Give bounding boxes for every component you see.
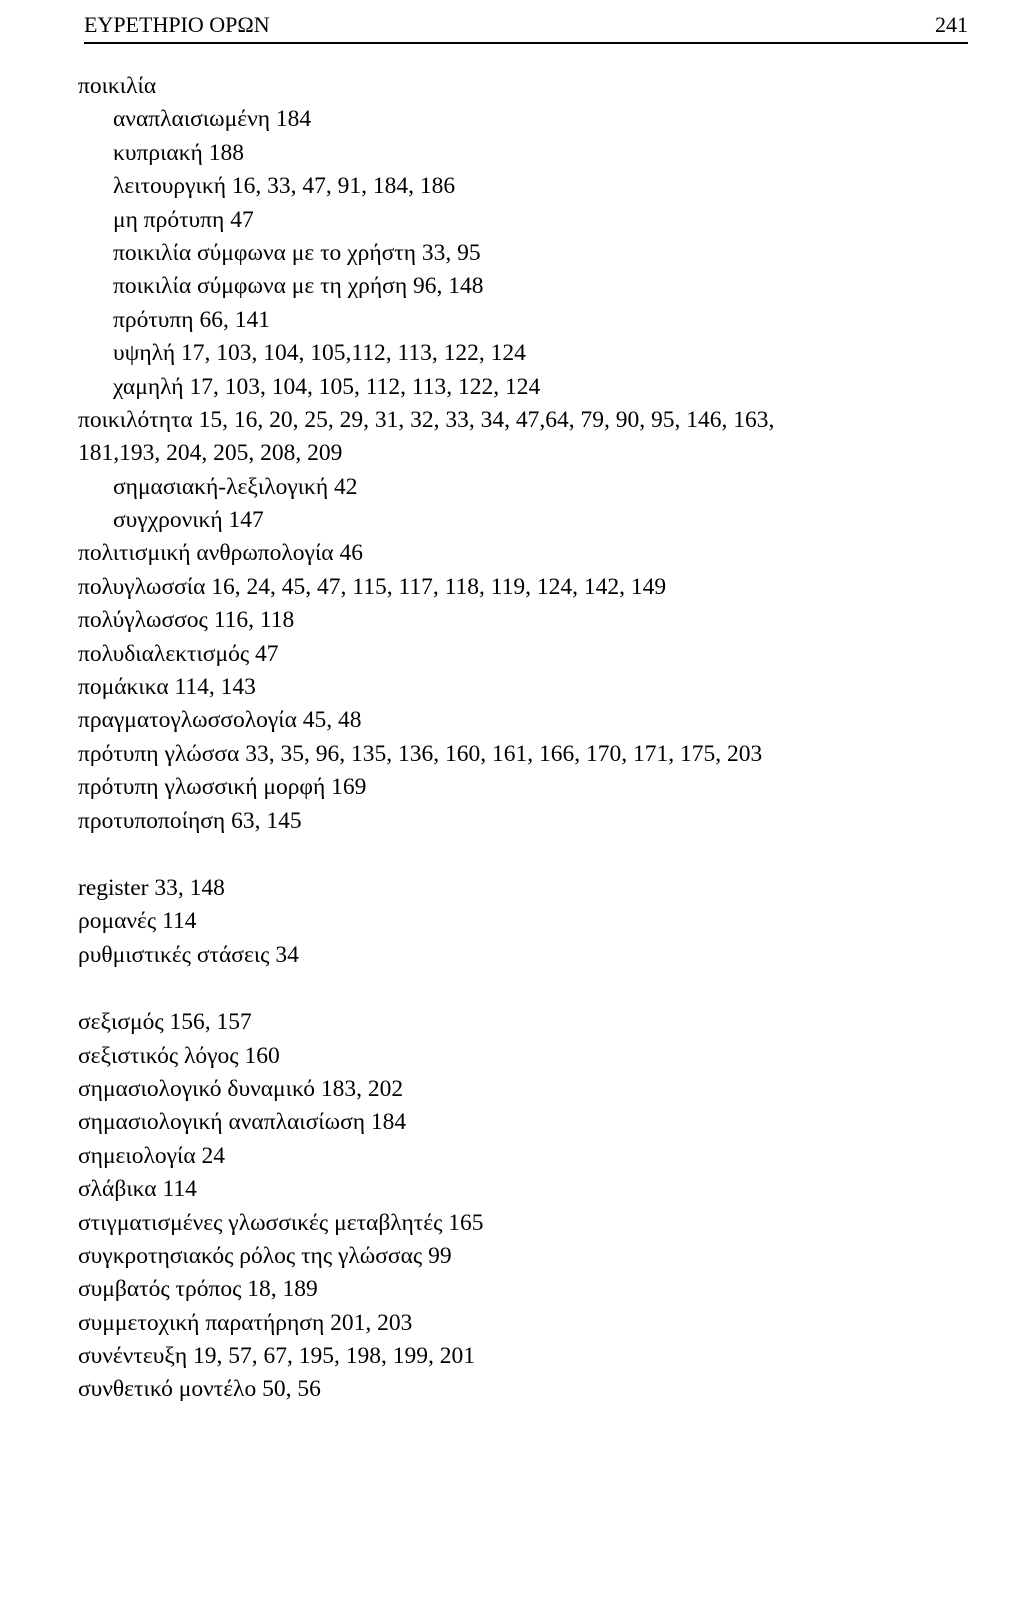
index-subentry: κυπριακή 188 — [113, 139, 244, 166]
index-entry: σημασιολογική αναπλαισίωση 184 — [78, 1109, 407, 1136]
index-entry: ρομανές 114 — [78, 908, 197, 935]
index-entry: προτυποποίηση 63, 145 — [78, 807, 302, 834]
index-entry: σεξιστικός λόγος 160 — [78, 1042, 280, 1069]
index-entry: πομάκικα 114, 143 — [78, 674, 256, 701]
index-entry: σημασιολογικό δυναμικό 183, 202 — [78, 1075, 404, 1102]
index-entry: πρότυπη γλώσσα 33, 35, 96, 135, 136, 160, 161, 166, 170, 171, 175, 203 — [78, 740, 763, 767]
index-entry: 181,193, 204, 205, 208, 209 — [78, 440, 343, 467]
index-entry: συμβατός τρόπος 18, 189 — [78, 1276, 318, 1303]
index-subentry: ποικιλία σύμφωνα με τη χρήση 96, 148 — [113, 273, 484, 300]
index-section — [0, 1006, 1024, 1407]
index-entry: στιγματισμένες γλωσσικές μεταβλητές 165 — [78, 1209, 484, 1236]
index-entry: συνέντευξη 19, 57, 67, 195, 198, 199, 201 — [78, 1343, 476, 1370]
section-gap — [0, 972, 1024, 1006]
index-entry: πολιτισμική ανθρωπολογία 46 — [78, 540, 363, 567]
running-head-title: ΕΥΡΕΤΗΡΙΟ ΟΡΩΝ — [84, 12, 270, 37]
index-entry: συμμετοχική παρατήρηση 201, 203 — [78, 1309, 413, 1336]
index-subentry: λειτουργική 16, 33, 47, 91, 184, 186 — [113, 173, 456, 200]
index-entry: πραγματογλωσσολογία 45, 48 — [78, 707, 362, 734]
index-section — [0, 70, 1024, 838]
running-head — [84, 8, 968, 44]
index-subentry: σημασιακή-λεξιλογική 42 — [113, 473, 358, 500]
index-entry: συνθετικό μοντέλο 50, 56 — [78, 1376, 321, 1403]
index-entry: register 33, 148 — [78, 874, 225, 901]
index-entry: πολύγλωσσος 116, 118 — [78, 607, 295, 634]
index-body — [0, 70, 1024, 1407]
index-subentry: συγχρονική 147 — [113, 507, 264, 534]
index-entry: συγκροτησιακός ρόλος της γλώσσας 99 — [78, 1242, 452, 1269]
index-entry: πολυγλωσσία 16, 24, 45, 47, 115, 117, 118, 119, 124, 142, 149 — [78, 573, 667, 600]
index-subentry: υψηλή 17, 103, 104, 105,112, 113, 122, 124 — [113, 340, 526, 367]
index-subentry: μη πρότυπη 47 — [113, 206, 254, 233]
index-subentry: ποικιλία σύμφωνα με το χρήστη 33, 95 — [113, 239, 481, 266]
index-entry: πολυδιαλεκτισμός 47 — [78, 640, 279, 667]
index-section — [0, 872, 1024, 972]
index-subentry: πρότυπη 66, 141 — [113, 306, 270, 333]
index-subentry: χαμηλή 17, 103, 104, 105, 112, 113, 122, 124 — [113, 373, 541, 400]
page-number: 241 — [935, 12, 968, 37]
index-entry: σλάβικα 114 — [78, 1176, 197, 1203]
index-entry: ποικιλία — [78, 73, 157, 99]
index-entry: ποικιλότητα 15, 16, 20, 25, 29, 31, 32, 33, 34, 47,64, 79, 90, 95, 146, 163, — [78, 406, 775, 433]
index-entry: πρότυπη γλωσσική μορφή 169 — [78, 774, 367, 801]
index-entry: σημειολογία 24 — [78, 1142, 226, 1169]
index-subentry: αναπλαισιωμένη 184 — [113, 106, 312, 133]
index-entry: σεξισμός 156, 157 — [78, 1009, 252, 1036]
index-entry: ρυθμιστικές στάσεις 34 — [78, 941, 299, 968]
section-gap — [0, 838, 1024, 872]
